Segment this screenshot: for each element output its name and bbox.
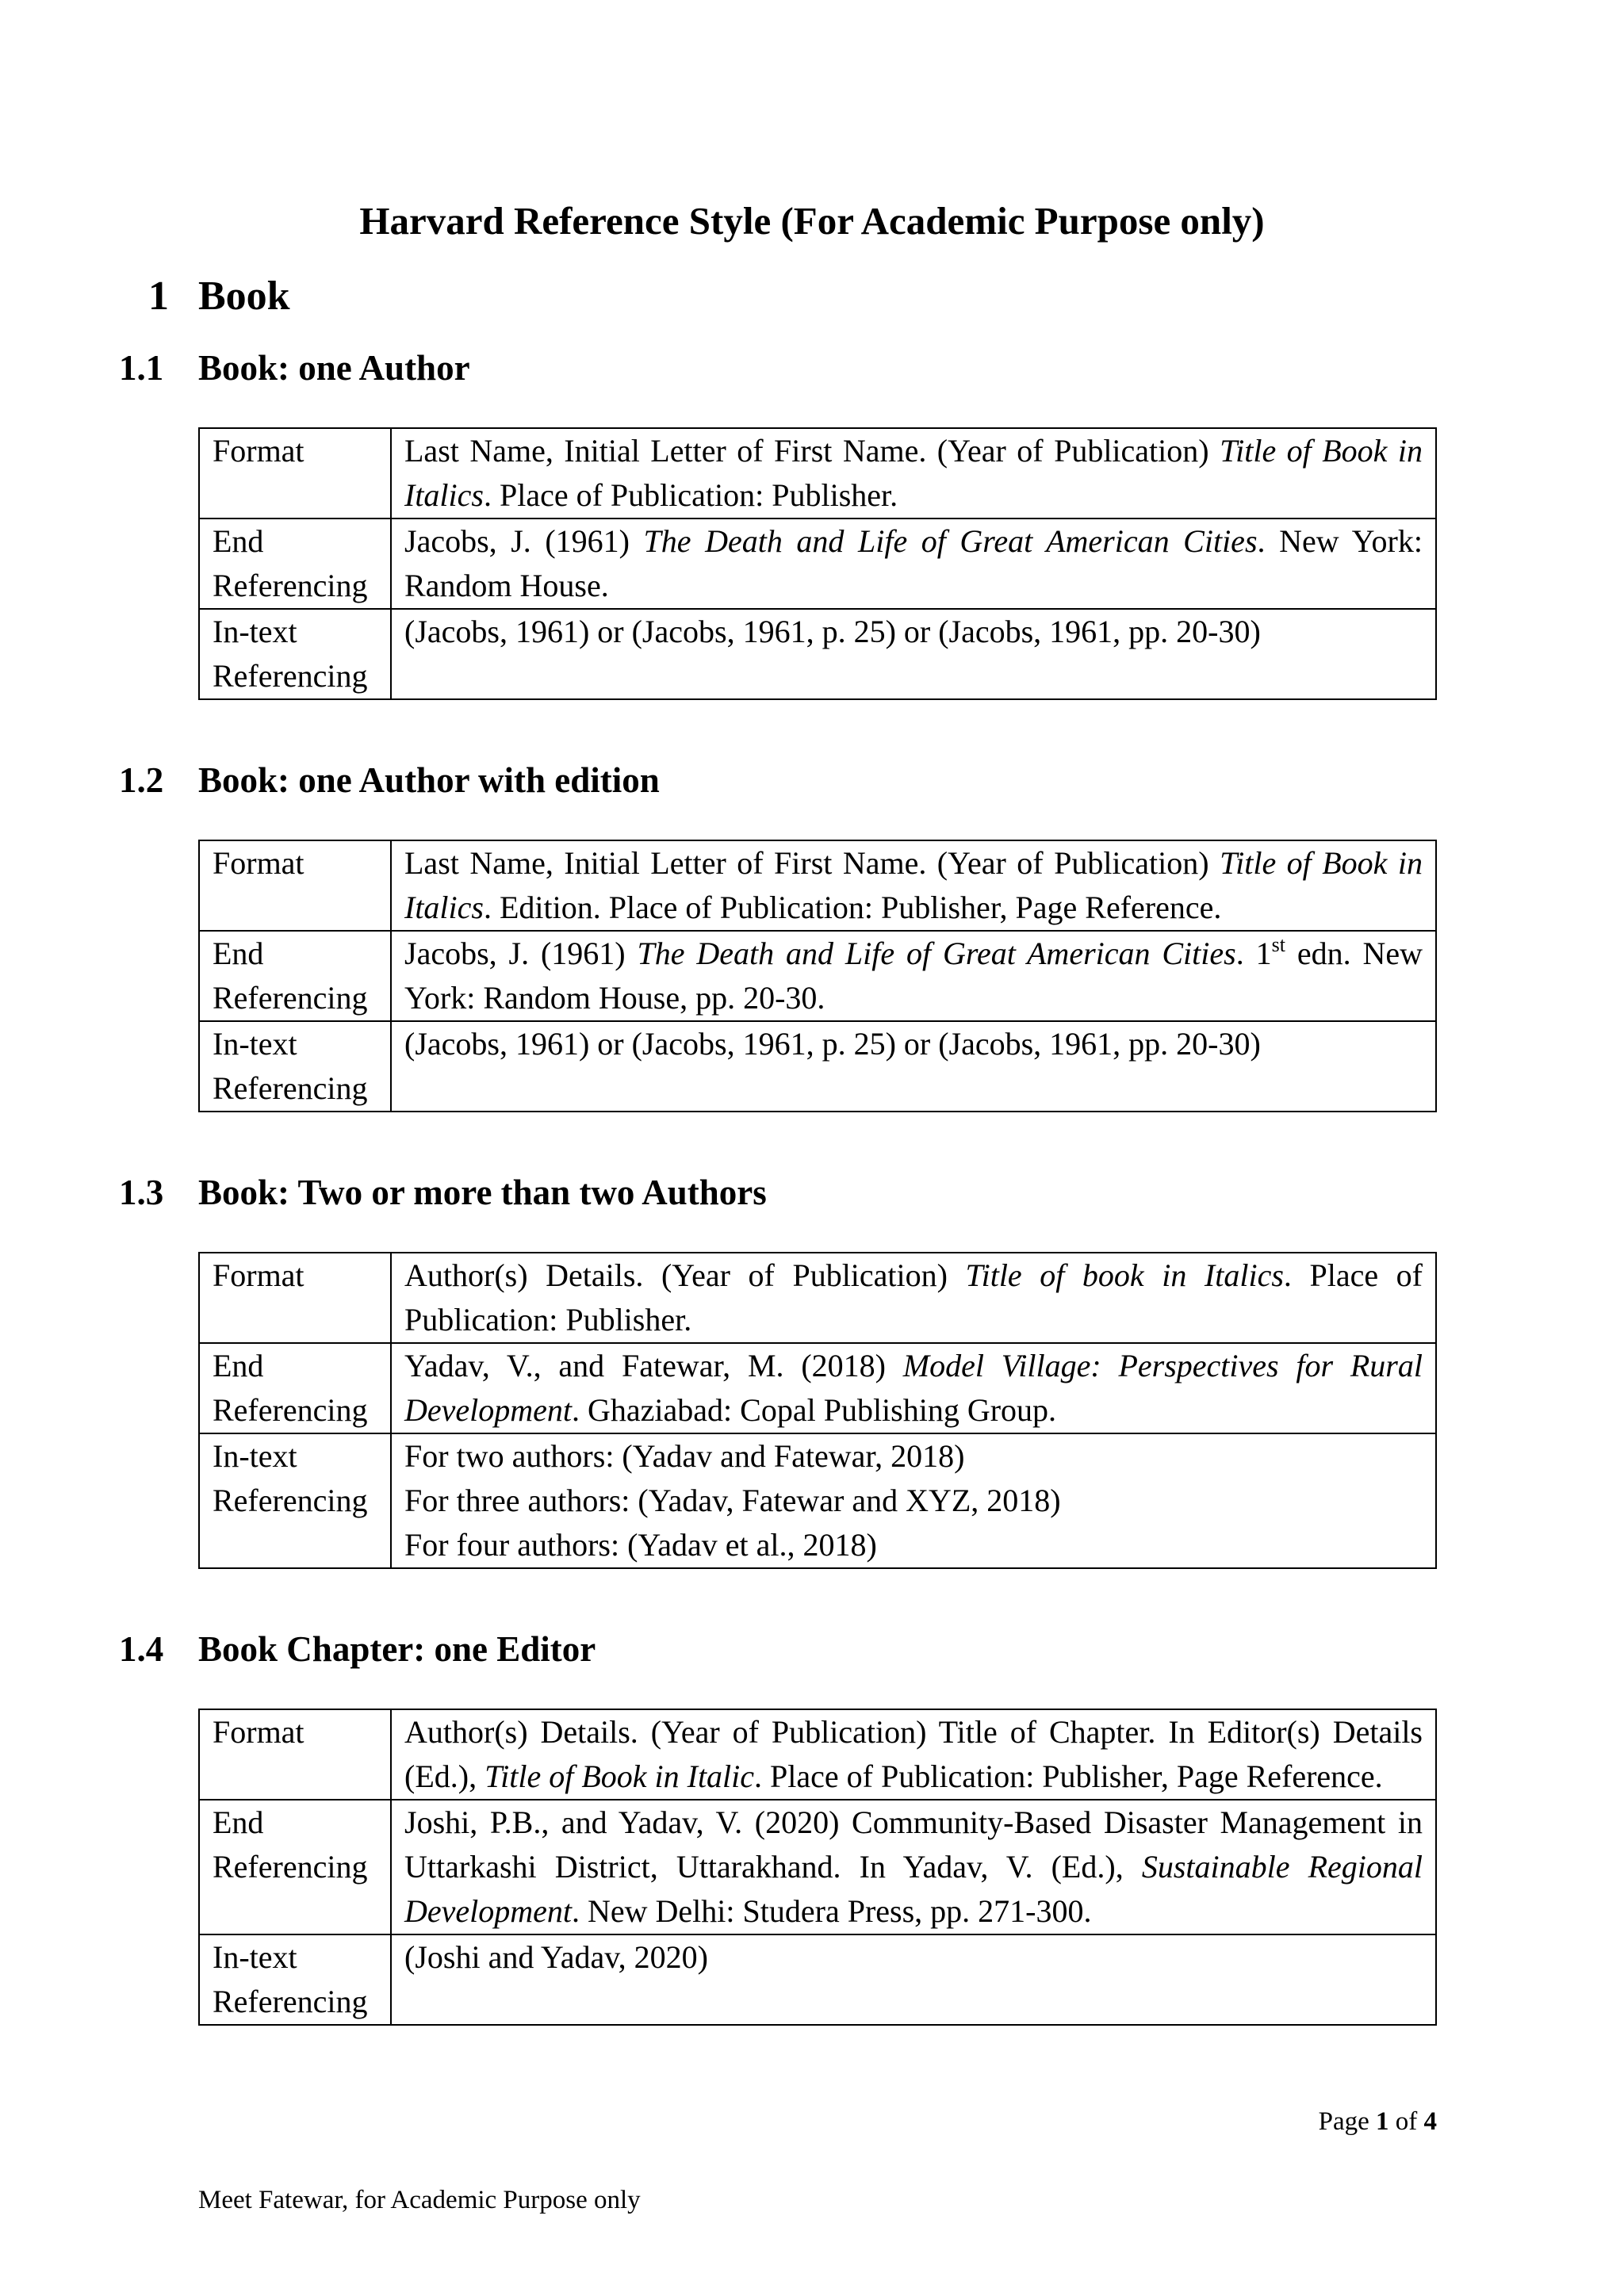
format-label: Format [199, 1253, 391, 1343]
format-label: Format [199, 428, 391, 519]
format-label: Format [199, 840, 391, 931]
end-referencing-text: Jacobs, J. (1961) The Death and Life of Great American Cities. 1st edn. New York: Random House, pp. 20-30. [391, 931, 1436, 1021]
subsection-number: 1.4 [119, 1629, 164, 1669]
in-text-referencing-row [199, 1433, 1436, 1568]
end-referencing-text: Jacobs, J. (1961) The Death and Life of Great American Cities. New York: Random House. [391, 519, 1436, 609]
page-title: Harvard Reference Style (For Academic Purpose only) [359, 199, 1265, 243]
end-referencing-row [199, 1800, 1436, 1934]
subsection-label: Book: one Author [198, 348, 470, 388]
section-number: 1 [148, 274, 169, 319]
in-text-referencing-row [199, 609, 1436, 699]
format-label: Format [199, 1709, 391, 1800]
page-number: Page 1 of 4 [1318, 2107, 1437, 2136]
format-text: Last Name, Initial Letter of First Name. (Year of Publication) Title of Book in Italics. Place of Publication: Publisher. [391, 428, 1436, 519]
end-referencing-label: End Referencing [199, 931, 391, 1021]
format-text: Author(s) Details. (Year of Publication) Title of Chapter. In Editor(s) Details (Ed.), Title of Book in Italic. Place of Publication: Publisher, Page Reference. [391, 1709, 1436, 1800]
end-referencing-label: End Referencing [199, 519, 391, 609]
subsection-number: 1.3 [119, 1173, 164, 1212]
in-text-referencing-label: In-text Referencing [199, 1433, 391, 1568]
in-text-referencing-text: (Jacobs, 1961) or (Jacobs, 1961, p. 25) or (Jacobs, 1961, pp. 20-30) [391, 609, 1436, 699]
in-text-referencing-label: In-text Referencing [199, 609, 391, 699]
in-text-referencing-row [199, 1934, 1436, 2025]
format-row [199, 840, 1436, 931]
end-referencing-label: End Referencing [199, 1343, 391, 1433]
section-label: Book [198, 274, 290, 319]
subsection-number: 1.1 [119, 348, 164, 388]
reference-table-1-1 [198, 427, 1437, 700]
end-referencing-row [199, 931, 1436, 1021]
format-text: Last Name, Initial Letter of First Name. (Year of Publication) Title of Book in Italics. Edition. Place of Publication: Publisher, Page Reference. [391, 840, 1436, 931]
in-text-referencing-text: (Jacobs, 1961) or (Jacobs, 1961, p. 25) or (Jacobs, 1961, pp. 20-30) [391, 1021, 1436, 1112]
subsection-heading-1-3 [119, 1172, 767, 1213]
section-heading-book [119, 273, 290, 320]
reference-table-1-4 [198, 1709, 1437, 2026]
subsection-label: Book Chapter: one Editor [198, 1629, 596, 1669]
reference-table-1-2 [198, 840, 1437, 1112]
subsection-heading-1-1 [119, 347, 470, 388]
end-referencing-row [199, 1343, 1436, 1433]
subsection-label: Book: Two or more than two Authors [198, 1173, 767, 1212]
format-row [199, 428, 1436, 519]
in-text-referencing-row [199, 1021, 1436, 1112]
in-text-referencing-text: For two authors: (Yadav and Fatewar, 2018) For three authors: (Yadav, Fatewar and XYZ, 2018) For four authors: (Yadav et al., 2018) [391, 1433, 1436, 1568]
format-row [199, 1709, 1436, 1800]
subsection-heading-1-4 [119, 1628, 596, 1670]
in-text-referencing-label: In-text Referencing [199, 1934, 391, 2025]
end-referencing-label: End Referencing [199, 1800, 391, 1934]
reference-table-1-3 [198, 1252, 1437, 1569]
format-row [199, 1253, 1436, 1343]
subsection-label: Book: one Author with edition [198, 760, 660, 800]
end-referencing-text: Joshi, P.B., and Yadav, V. (2020) Community-Based Disaster Management in Uttarkashi District, Uttarakhand. In Yadav, V. (Ed.), Sustainable Regional Development. New Delhi: Studera Press, pp. 271-300. [391, 1800, 1436, 1934]
in-text-referencing-text: (Joshi and Yadav, 2020) [391, 1934, 1436, 2025]
format-text: Author(s) Details. (Year of Publication) Title of book in Italics. Place of Publication: Publisher. [391, 1253, 1436, 1343]
subsection-heading-1-2 [119, 760, 660, 801]
edition-superscript: st [1271, 933, 1285, 956]
in-text-referencing-label: In-text Referencing [199, 1021, 391, 1112]
end-referencing-text: Yadav, V., and Fatewar, M. (2018) Model Village: Perspectives for Rural Development. Ghaziabad: Copal Publishing Group. [391, 1343, 1436, 1433]
page-footer: Meet Fatewar, for Academic Purpose only [198, 2186, 641, 2214]
subsection-number: 1.2 [119, 760, 164, 800]
end-referencing-row [199, 519, 1436, 609]
